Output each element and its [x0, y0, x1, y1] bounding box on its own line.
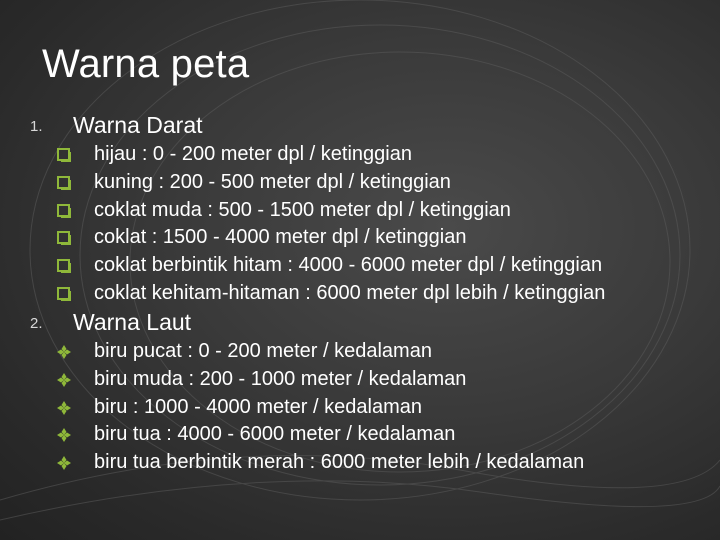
list-item-text: coklat : 1500 - 4000 meter dpl / ketinggian	[94, 226, 467, 249]
four-leaf-diamond-bullet-icon	[56, 372, 72, 388]
four-leaf-diamond-bullet-icon	[56, 344, 72, 360]
square-checkbox-bullet-icon	[56, 286, 72, 302]
list-item-text: biru tua berbintik merah : 6000 meter lebih / kedalaman	[94, 451, 585, 474]
list-item-text: biru tua : 4000 - 6000 meter / kedalaman	[94, 423, 456, 446]
section-number: 1.	[30, 118, 43, 135]
list-item-text: coklat berbintik hitam : 4000 - 6000 meter dpl / ketinggian	[94, 254, 603, 277]
list-item-text: hijau : 0 - 200 meter dpl / ketinggian	[94, 143, 412, 165]
section-label: Warna Darat	[73, 112, 203, 138]
list-item-text: biru muda : 200 - 1000 meter / kedalaman	[94, 367, 467, 390]
four-leaf-diamond-bullet-icon	[56, 427, 72, 443]
list-item-text: coklat kehitam-hitaman : 6000 meter dpl lebih / ketinggian	[94, 281, 606, 304]
four-leaf-diamond-bullet-icon	[56, 400, 72, 416]
square-checkbox-bullet-icon	[56, 203, 72, 219]
section-number: 2.	[30, 315, 43, 332]
square-checkbox-bullet-icon	[56, 230, 72, 246]
square-checkbox-bullet-icon	[56, 147, 72, 163]
square-checkbox-bullet-icon	[56, 258, 72, 274]
list-item-text: biru : 1000 - 4000 meter / kedalaman	[94, 395, 422, 418]
four-leaf-diamond-bullet-icon	[56, 455, 72, 471]
square-checkbox-bullet-icon	[56, 175, 72, 191]
list-item-text: biru pucat : 0 - 200 meter / kedalaman	[94, 340, 432, 362]
section-label: Warna Laut	[73, 309, 192, 335]
list-item-text: kuning : 200 - 500 meter dpl / ketinggian	[94, 170, 451, 193]
list-item-text: coklat muda : 500 - 1500 meter dpl / ketinggian	[94, 198, 511, 221]
slide-title: Warna peta	[42, 42, 250, 86]
